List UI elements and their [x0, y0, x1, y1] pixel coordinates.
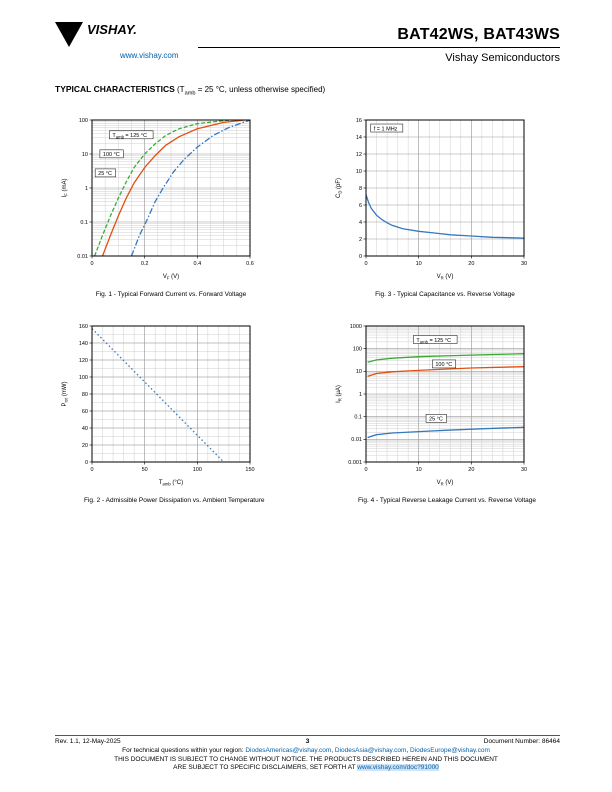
vishay-logo-text: VISHAY.	[87, 22, 137, 37]
svg-text:Tamb (°C): $T_{amb}$ (°C)	[158, 480, 184, 487]
footer-meta	[55, 738, 560, 745]
revision-text: Rev. 1.1, 12-May-2025	[55, 738, 121, 745]
svg-text:100: 100	[78, 374, 88, 381]
svg-text:0.6: 0.6	[246, 261, 254, 267]
disclaimer-doc-link[interactable]: www.vishay.com/doc?91000	[357, 764, 439, 771]
figure-caption-2: Fig. 2 - Admissible Power Dissipation vs. Ambient Temperature	[84, 497, 265, 504]
figure-forward-current	[58, 112, 258, 298]
vishay-logo	[55, 20, 155, 55]
svg-text:0: 0	[358, 253, 362, 260]
disclaimer-line-2	[0, 764, 612, 771]
svg-text:80: 80	[81, 391, 88, 398]
svg-text:1: 1	[84, 185, 88, 192]
figure-caption-3: Fig. 3 - Typical Capacitance vs. Reverse Voltage	[375, 291, 515, 298]
svg-text:VR (V): $V_R$ (V)	[436, 274, 454, 281]
svg-text:2: 2	[358, 236, 362, 243]
svg-text:1: 1	[358, 391, 362, 398]
svg-text:0.01: 0.01	[351, 437, 362, 444]
svg-text:50: 50	[141, 467, 148, 473]
svg-text:20: 20	[468, 467, 475, 473]
svg-text:100: 100	[78, 117, 88, 124]
svg-text:30: 30	[520, 467, 528, 473]
disclaimer-line-1: THIS DOCUMENT IS SUBJECT TO CHANGE WITHOUT NOTICE. THE PRODUCTS DESCRIBED HEREIN AND THIS DOCUMENT	[114, 756, 498, 763]
figure-caption-4: Fig. 4 - Typical Reverse Leakage Current vs. Reverse Voltage	[358, 497, 536, 504]
svg-text:100: 100	[352, 346, 362, 353]
contact-text: For technical questions within your region:	[122, 747, 246, 754]
svg-text:100: 100	[192, 467, 202, 473]
figure-capacitance	[332, 112, 532, 298]
svg-text:VR (V): $V_R$ (V)	[436, 480, 454, 487]
svg-text:Tamb = 125 °C: $T_{amb} = 125$ °C	[416, 337, 452, 345]
svg-text:0.01: 0.01	[77, 253, 88, 260]
footer-contact-line	[0, 747, 612, 754]
svg-text:100 °C: 100 °C	[435, 362, 453, 369]
header-rule	[198, 47, 560, 48]
asia-email-link[interactable]: DiodesAsia@vishay.com	[334, 747, 407, 754]
svg-text:0: 0	[364, 467, 368, 473]
page-number: 3	[305, 738, 310, 745]
svg-text:IR (µA): $I_R$ (µA)	[336, 385, 343, 403]
chart-forward-current-canvas	[58, 112, 258, 282]
svg-text:0: 0	[90, 467, 94, 473]
svg-text:IF (mA): $I_F$ (mA)	[62, 178, 69, 198]
svg-text:0.1: 0.1	[80, 219, 88, 226]
separator-1: ,	[331, 747, 335, 754]
svg-text:CD (pF): $C_D$ (pF)	[336, 177, 343, 199]
svg-text:0.1: 0.1	[354, 414, 362, 421]
chart-reverse-leakage-canvas	[332, 318, 532, 488]
svg-text:20: 20	[81, 442, 88, 449]
chart-power-dissipation-canvas	[58, 318, 258, 488]
europe-email-link[interactable]: DiodesEurope@vishay.com	[410, 747, 490, 754]
svg-text:16: 16	[355, 117, 362, 124]
svg-text:0.001: 0.001	[348, 459, 362, 466]
svg-text:10: 10	[415, 467, 422, 473]
svg-text:0: 0	[90, 261, 94, 267]
section-heading-post: = 25 °C, unless otherwise specified)	[195, 85, 326, 94]
footer-rule	[55, 735, 560, 736]
section-heading-pre: (T	[174, 85, 185, 94]
svg-text:10: 10	[355, 369, 362, 376]
svg-text:40: 40	[81, 425, 88, 432]
separator-2: ,	[406, 747, 411, 754]
svg-text:0: 0	[364, 261, 368, 267]
svg-text:VF (V): $V_F$ (V)	[162, 274, 180, 281]
disclaimer-text: ARE SUBJECT TO SPECIFIC DISCLAIMERS, SET FORTH AT	[173, 764, 358, 771]
page-subtitle: Vishay Semiconductors	[445, 52, 560, 64]
svg-text:0.2: 0.2	[140, 261, 149, 267]
svg-text:10: 10	[415, 261, 422, 267]
svg-text:1000: 1000	[349, 323, 362, 330]
svg-text:10: 10	[81, 151, 88, 158]
svg-text:6: 6	[358, 202, 362, 209]
vishay-triangle-icon	[55, 22, 83, 47]
section-heading-sub: amb	[184, 90, 196, 97]
figure-power-dissipation	[58, 318, 265, 504]
svg-text:Tamb = 125 °C: $T_{amb} = 125$ °C	[112, 133, 148, 140]
page-title: BAT42WS, BAT43WS	[397, 26, 560, 43]
svg-text:f = 1 MHz: f = 1 MHz	[373, 126, 398, 133]
americas-email-link[interactable]: DiodesAmericas@vishay.com	[245, 747, 332, 754]
svg-text:12: 12	[355, 151, 362, 158]
svg-text:14: 14	[355, 134, 362, 141]
section-heading-bold: TYPICAL CHARACTERISTICS	[55, 84, 175, 94]
figure-caption-1: Fig. 1 - Typical Forward Current vs. Forward Voltage	[95, 291, 247, 298]
svg-text:4: 4	[358, 219, 362, 226]
svg-text:120: 120	[78, 357, 88, 364]
svg-text:20: 20	[468, 261, 475, 267]
figure-reverse-leakage	[332, 318, 536, 504]
svg-text:25 °C: 25 °C	[429, 416, 443, 423]
svg-text:25 °C: 25 °C	[98, 171, 112, 178]
svg-text:Ptot (mW): $P_{tot}$ (mW)	[62, 381, 69, 407]
svg-text:100 °C: 100 °C	[102, 152, 120, 159]
vishay-logo-graphic	[55, 20, 155, 50]
svg-text:0: 0	[84, 459, 88, 466]
svg-text:140: 140	[78, 340, 88, 347]
svg-text:150: 150	[245, 467, 255, 473]
svg-text:60: 60	[81, 408, 88, 415]
document-number: Document Number: 86464	[483, 738, 560, 745]
svg-text:30: 30	[520, 261, 528, 267]
svg-text:8: 8	[358, 185, 362, 192]
svg-text:160: 160	[78, 323, 88, 330]
chart-capacitance-canvas	[332, 112, 532, 282]
svg-text:10: 10	[355, 168, 362, 175]
svg-text:0.4: 0.4	[193, 261, 202, 267]
section-heading	[55, 84, 325, 97]
vishay-website-link[interactable]: www.vishay.com	[120, 51, 179, 60]
